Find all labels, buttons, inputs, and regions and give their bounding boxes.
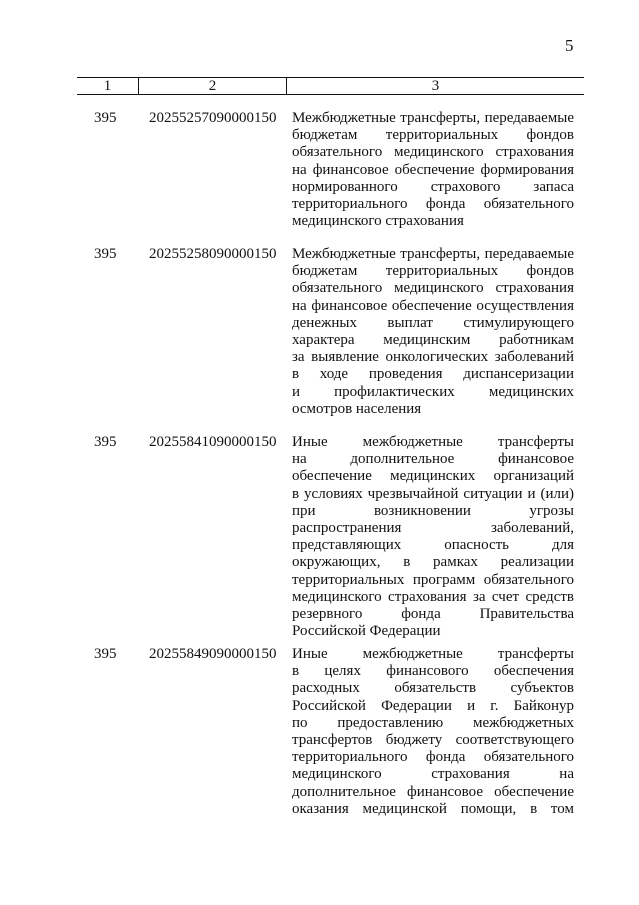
header-col-2: 2 [139,78,287,94]
description-line: дополнительное финансовое обеспечение [292,783,574,800]
description-line: Иные межбюджетные трансферты [292,646,574,662]
income-description [292,246,574,418]
description-line: окружающих, в рамках реализации [292,554,574,571]
description-line: нормированного страхового запаса [292,178,574,195]
description-line: в ходе проведения диспансеризации [292,366,574,383]
header-col-1: 1 [77,78,139,94]
description-line: территориальных программ обязательного [292,571,574,588]
description-line: Межбюджетные трансферты, передаваемые [292,246,574,262]
description-line: осмотров населения [292,400,422,417]
description-line: в целях финансового обеспечения [292,663,574,680]
description-line: в условиях чрезвычайной ситуации и (или) [292,485,574,502]
description-line: обязательного медицинского страхования [292,280,574,297]
budget-classification-code: 20255257090000150 [149,110,277,126]
budget-classification-code: 20255841090000150 [149,434,277,450]
description-line: по предоставлению межбюджетных [292,714,574,731]
description-line: при возникновении угрозы [292,502,574,519]
description-line: бюджетам территориальных фондов [292,127,574,144]
description-line: на финансовое обеспечение формирования [292,161,574,178]
description-line: медицинского страхования [292,213,464,230]
description-line: обеспечение медицинских организаций [292,468,574,485]
description-line: на дополнительное финансовое [292,451,574,468]
description-line: Российской Федерации и г. Байконур [292,697,574,714]
budget-classification-code: 20255258090000150 [149,246,277,262]
description-line: территориального фонда обязательного [292,196,574,213]
description-line: оказания медицинской помощи, в том [292,800,574,817]
admin-code: 395 [94,110,117,126]
budget-classification-code: 20255849090000150 [149,646,277,662]
income-description [292,434,574,640]
description-line: за выявление онкологических заболеваний [292,349,574,366]
description-line: и профилактических медицинских [292,383,574,400]
description-line: обязательного медицинского страхования [292,144,574,161]
table-header [77,77,584,95]
description-line: на финансовое обеспечение осуществления [292,297,574,314]
description-line: характера медицинским работникам [292,332,574,349]
description-line: медицинского страхования за счет средств [292,588,574,605]
description-line: распространения заболеваний, [292,520,574,537]
description-line: денежных выплат стимулирующего [292,314,574,331]
description-line: Иные межбюджетные трансферты [292,434,574,450]
admin-code: 395 [94,246,117,262]
description-line: Российской Федерации [292,623,441,640]
description-line: Межбюджетные трансферты, передаваемые [292,110,574,126]
description-line: резервного фонда Правительства [292,606,574,623]
admin-code: 395 [94,434,117,450]
description-line: трансфертов бюджету соответствующего [292,732,574,749]
description-line: представляющих опасность для [292,537,574,554]
description-line: расходных обязательств субъектов [292,680,574,697]
page-number: 5 [565,36,574,55]
income-description [292,646,574,818]
income-description [292,110,574,230]
description-line: бюджетам территориальных фондов [292,263,574,280]
admin-code: 395 [94,646,117,662]
description-line: территориального фонда обязательного [292,749,574,766]
header-col-3: 3 [431,78,440,94]
description-line: медицинского страхования на [292,766,574,783]
